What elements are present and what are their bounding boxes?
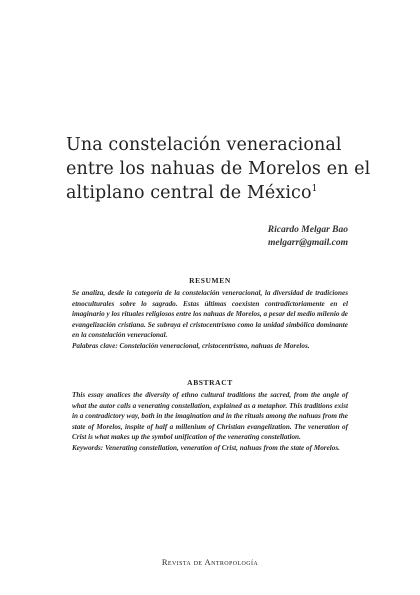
journal-footer: Revista de Antropología bbox=[161, 557, 259, 567]
author-name: Ricardo Melgar Bao bbox=[267, 225, 348, 235]
article-title-text: Una constelación veneracional entre los nahuas de Morelos en el altiplano central de México bbox=[66, 135, 371, 203]
abstract-keywords-label: Keywords: bbox=[72, 443, 104, 452]
resumen-section bbox=[72, 288, 348, 352]
resumen-text: Se analiza, desde la categoría de la constelación veneracional, la diversidad de tradiciones etnoculturales sobre lo sagrado. Estas últimas coexisten contradictoriamente en el imaginario y los rituales religiosos entre los nahuas de Morelos, a pesar del medio milenio de evangelización cristiana. Se subraya el cristocentrismo como la unidad simbólica dominante en la constelación veneracional. bbox=[72, 289, 348, 340]
abstract-keywords bbox=[72, 443, 348, 454]
abstract-text: This essay analices the diversity of ethno cultural traditions the sacred, from the angle of what the autor calls a venerating constellation, explained as a metaphor. This traditions exist in a contradictory way, both in the imagination and in the rituals among the nahuas from the state of Morelos, inspite of half a millenium of Christian evangelization. The veneration of Crist is what makes up the symbol unification of the venerating constellation. bbox=[72, 391, 348, 442]
article-title bbox=[66, 133, 386, 205]
author-block bbox=[268, 224, 348, 249]
resumen-keywords-text: Constelación veneracional, cristocentrismo, nahuas de Morelos. bbox=[119, 341, 310, 350]
abstract-keywords-text: Venerating constellation, veneration of Crist, nahuas from the state of Morelos. bbox=[104, 443, 340, 452]
resumen-keywords-label: Palabras clave: bbox=[72, 341, 118, 350]
abstract-section bbox=[72, 390, 348, 454]
resumen-keywords bbox=[72, 341, 348, 352]
resumen-heading: RESUMEN bbox=[189, 276, 231, 285]
author-email: melgarr@gmail.com bbox=[268, 237, 348, 248]
abstract-heading: ABSTRACT bbox=[187, 378, 233, 387]
footnote-marker: 1 bbox=[311, 184, 318, 194]
